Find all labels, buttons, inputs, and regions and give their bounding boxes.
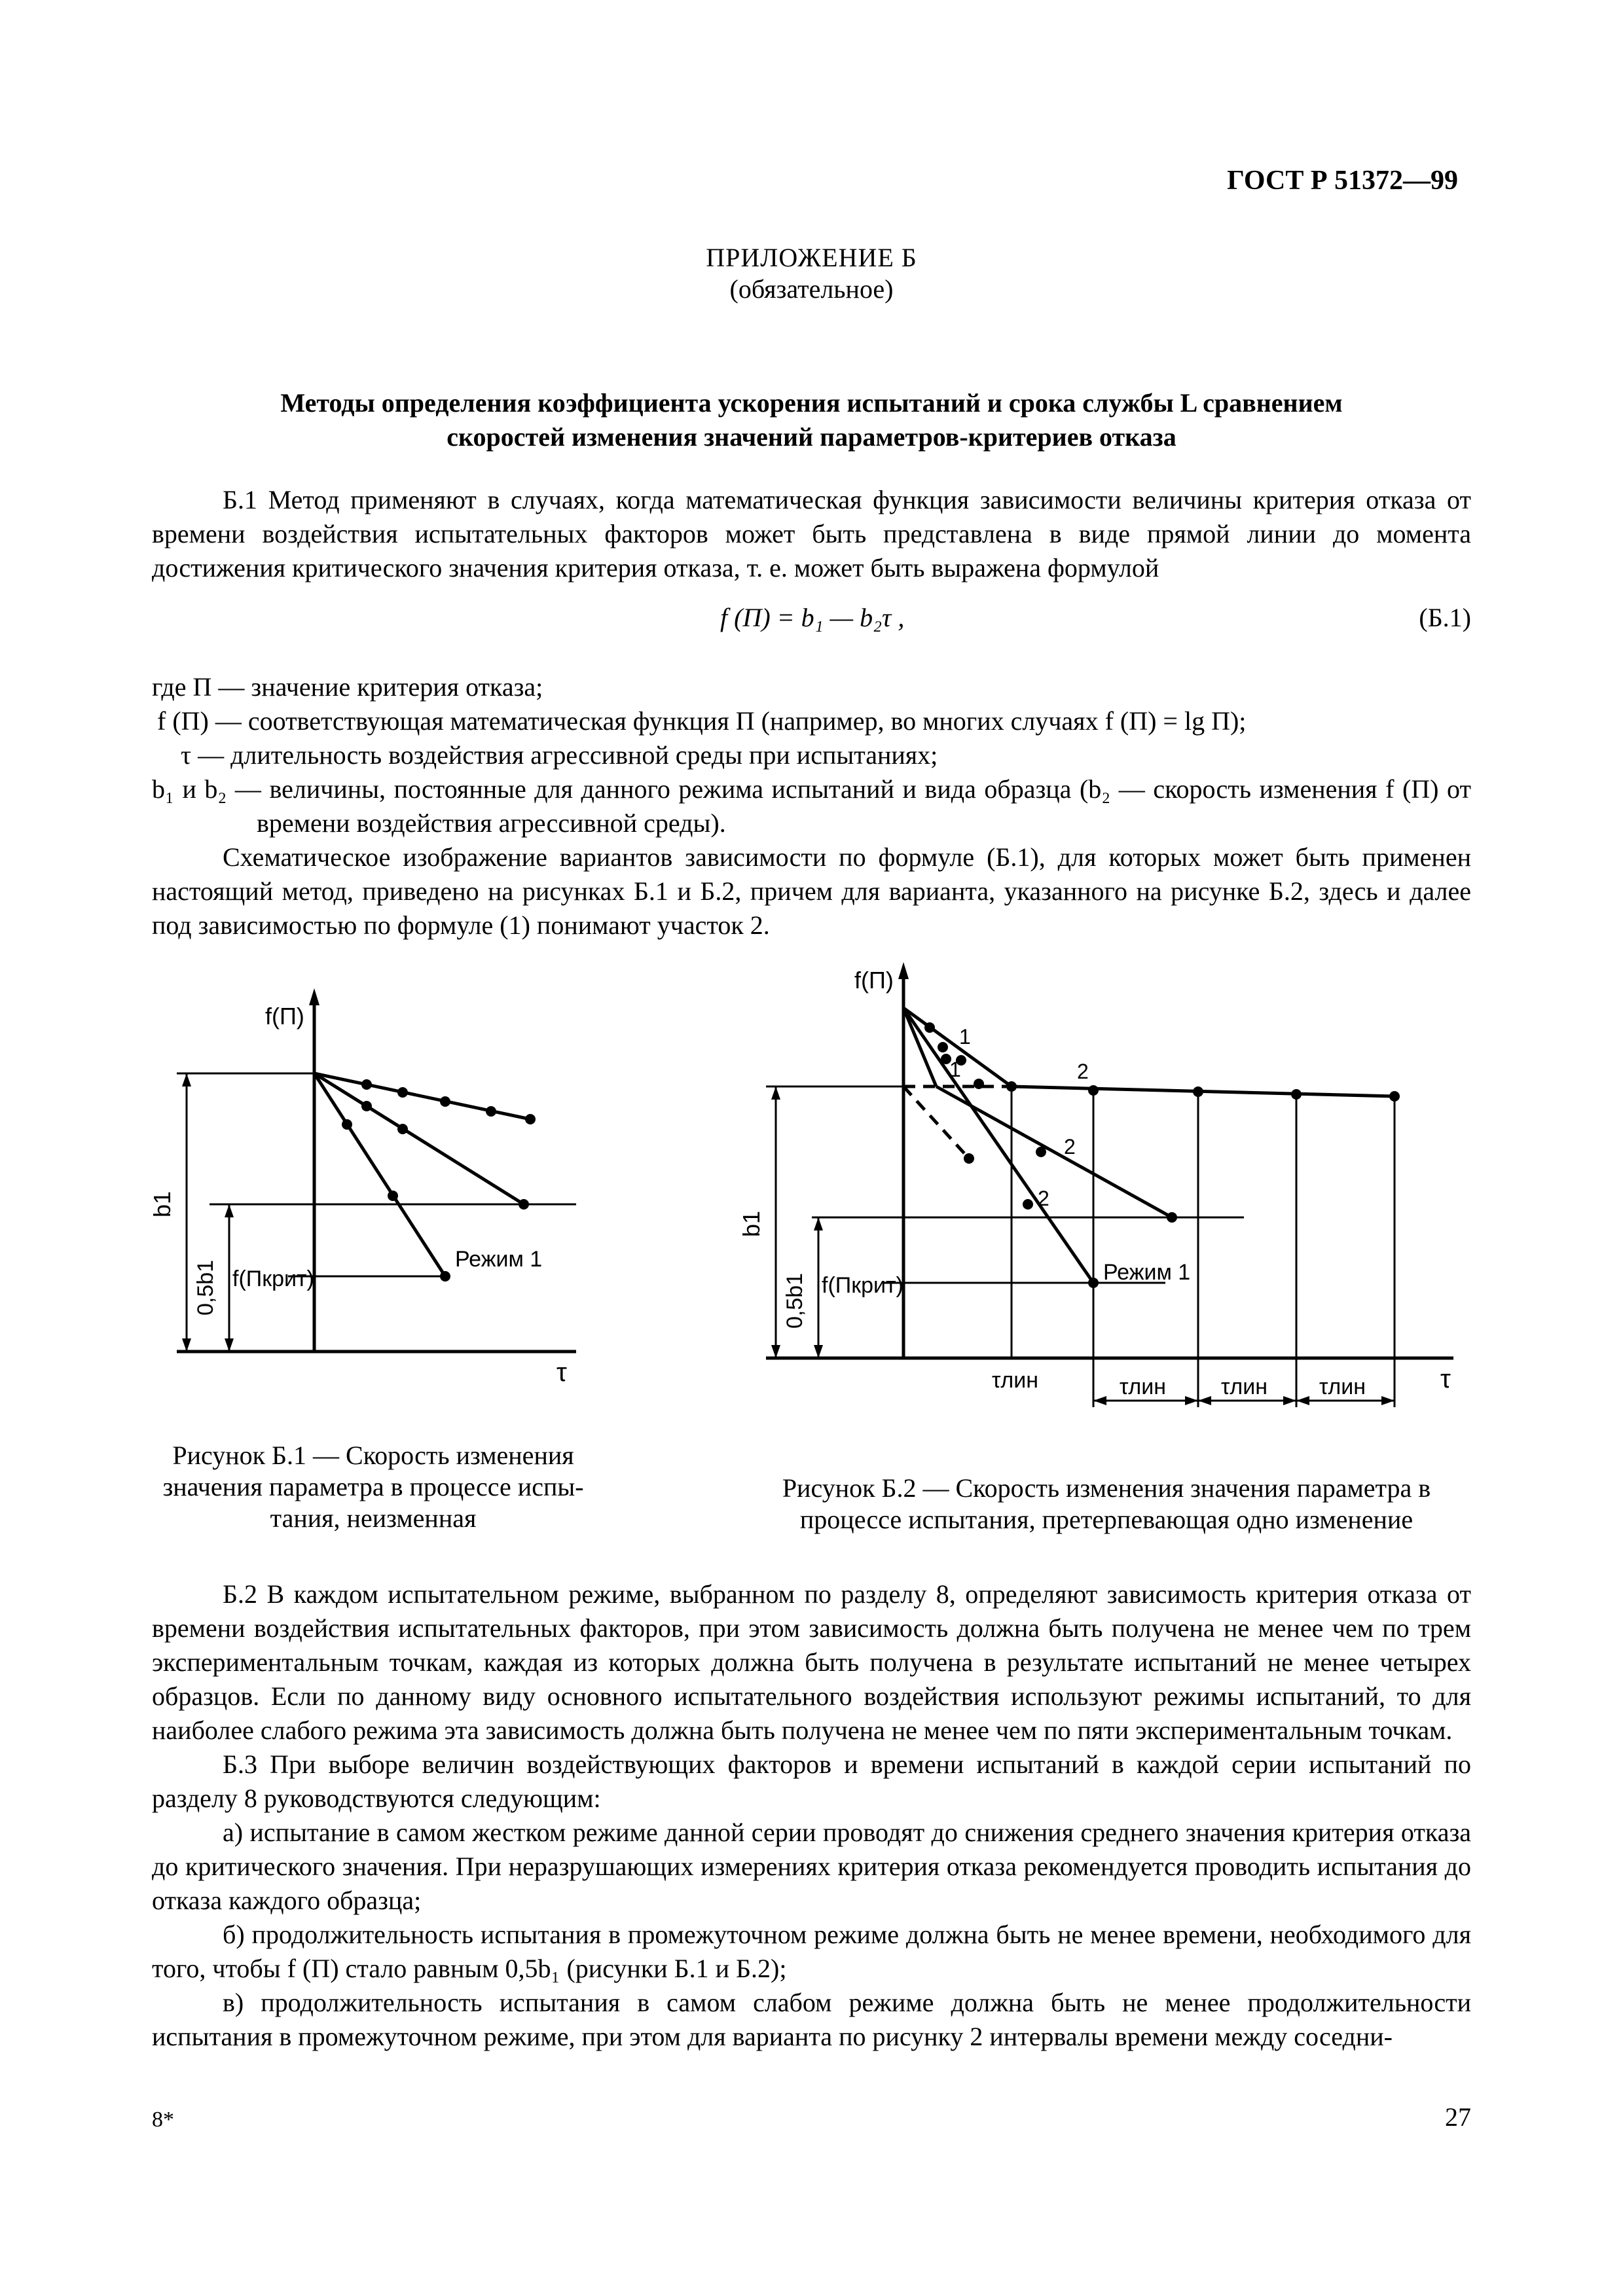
data-point (1193, 1086, 1203, 1097)
tau-lin-label: τлин (1221, 1374, 1268, 1399)
data-point (525, 1114, 536, 1124)
half-b1-label: 0,5b1 (782, 1272, 807, 1329)
data-point (361, 1101, 372, 1111)
y-axis-label: f(П) (854, 967, 894, 994)
data-point (519, 1199, 529, 1210)
b1-label: b1 (738, 1210, 765, 1237)
curve-label-2: 2 (1038, 1187, 1049, 1210)
paragraph-b1: Б.1 Метод применяют в случаях, когда математическая функция зависимости величины критерия отказа от времени воздействия испытательных факторов может быть представлена в виде прямой линии до момента достижения критического значения критерия отказа, т. е. может быть выражена формулой (152, 485, 1471, 583)
paragraph-b2: Б.2 В каждом испытательном режиме, выбранном по разделу 8, определяют зависимость критерия отказа от времени воздействия испытательных факторов, при этом зависимость должна быть получена не менее чем по трем экспериментальным точкам, каждая из которых должна быть получена в результате испытаний не менее четырех образцов. Если по данному виду основного испытательного воздействия используют режимы испытаний, то для наиболее слабого режима эта зависимость должна быть получена не менее чем по пяти экспериментальным точкам. (152, 1579, 1471, 1745)
series-line-strong (314, 1073, 445, 1276)
appendix-subtitle: (обязательное) (729, 274, 894, 304)
paragraph-b3: Б.3 При выборе величин воздействующих факторов и времени испытаний в каждой серии испытаний по разделу 8 руководствуются следующим: (152, 1749, 1471, 1813)
section-title-line1: Методы определения коэффициента ускорения испытаний и срока службы L сравнением (280, 388, 1343, 418)
data-point (974, 1079, 984, 1089)
definition-item: где П — значение критерия отказа; (152, 672, 543, 702)
data-point (342, 1119, 352, 1130)
body-text-lower (152, 1577, 1471, 2054)
curve-label-2: 2 (1064, 1135, 1076, 1158)
data-point (486, 1106, 496, 1117)
curve-label-1: 1 (959, 1025, 971, 1049)
data-point (1167, 1212, 1177, 1223)
x-axis-label: τ (1440, 1365, 1451, 1393)
series-line-2-mid (936, 1086, 1172, 1217)
data-point (1036, 1147, 1046, 1157)
data-point (440, 1096, 450, 1107)
formula-number: (Б.1) (1419, 603, 1471, 632)
figure-b2-caption: Рисунок Б.2 — Скорость изменения значения параметра в процессе испытания, претерпевающая одно изменение (782, 1473, 1431, 1534)
data-point (1389, 1091, 1400, 1102)
data-point (938, 1042, 948, 1052)
curve-label-2: 2 (1077, 1060, 1089, 1083)
data-point (964, 1153, 974, 1164)
critical-value-label: f(Пкрит) (232, 1266, 314, 1291)
series-line-weak (314, 1073, 530, 1119)
data-point (1023, 1199, 1033, 1210)
paragraph-a: а) испытание в самом жестком режиме данной серии проводят до снижения среднего значения критерия отказа до критического значения. При неразрушающих измерениях критерия отказа рекомендуется проводить испытания до отказа каждого образца; (152, 1818, 1471, 1915)
figure-b1 (149, 988, 602, 1407)
data-point (397, 1087, 408, 1098)
paragraph-b: б) продолжительность испытания в промежуточном режиме должна быть не менее времени, необходимого для того, чтобы f (П) стало равным 0,5b₁ (рисунки Б.1 и Б.2); (152, 1920, 1471, 1983)
formula: f (П) = b₁ — b₂τ , (720, 603, 905, 632)
half-b1-label: 0,5b1 (193, 1259, 218, 1316)
series-line-mid (314, 1073, 524, 1204)
definitions-list (152, 670, 1471, 942)
figure-b2 (733, 962, 1480, 1433)
section-title-line2: скоростей изменения значений параметров-критериев отказа (447, 422, 1176, 452)
data-point (388, 1191, 398, 1201)
data-point (397, 1124, 408, 1134)
curve-label-1: 1 (949, 1058, 961, 1081)
y-axis-label: f(П) (265, 1003, 304, 1030)
critical-value-label: f(Пкрит) (822, 1273, 903, 1298)
tau-lin-label: τлин (992, 1368, 1039, 1393)
mode-label: Режим 1 (455, 1247, 543, 1272)
definition-item: f (П) — соответствующая математическая функция П (например, во многих случаях f (П) = lg П); (157, 706, 1247, 736)
data-point (1088, 1085, 1099, 1096)
data-point (361, 1079, 372, 1090)
data-point (440, 1271, 450, 1282)
data-point (924, 1022, 935, 1033)
definition-item: b₁ и b₂ — величины, постоянные для данного режима испытаний и вида образца (b₂ — скорость изменения f (П) от времени воздействия агрессивной среды). (152, 774, 1472, 838)
b1-label: b1 (149, 1191, 175, 1217)
paragraph-v: в) продолжительность испытания в самом слабом режиме должна быть не менее продолжительности испытания в промежуточном режиме, при этом для варианта по рисунку 2 интервалы времени между соседни- (152, 1988, 1471, 2051)
data-point (1291, 1089, 1302, 1100)
data-point (1088, 1278, 1099, 1288)
page-number: 27 (1445, 2102, 1471, 2132)
tau-lin-label: τлин (1319, 1374, 1366, 1399)
x-axis-label: τ (556, 1358, 567, 1387)
paragraph-schematic: Схематическое изображение вариантов зависимости по формуле (Б.1), для которых может быть применен настоящий метод, приведено на рисунках Б.1 и Б.2, причем для варианта, указанного на рисунке Б.2, здесь и далее под зависимостью по формуле (1) понимают участок 2. (152, 842, 1471, 940)
section-title (152, 386, 1471, 454)
appendix-title: ПРИЛОЖЕНИЕ Б (706, 243, 917, 272)
mode-label: Режим 1 (1103, 1260, 1191, 1285)
tau-lin-label: τлин (1120, 1374, 1167, 1399)
figure-b1-caption: Рисунок Б.1 — Скорость изменения значения параметра в процессе испы- тания, неизменная (162, 1441, 584, 1533)
data-point (1006, 1081, 1017, 1092)
document-code: ГОСТ Р 51372—99 (1227, 166, 1458, 196)
footer-signature: 8* (152, 2108, 174, 2132)
definition-item: τ — длительность воздействия агрессивной среды при испытаниях; (181, 740, 938, 770)
